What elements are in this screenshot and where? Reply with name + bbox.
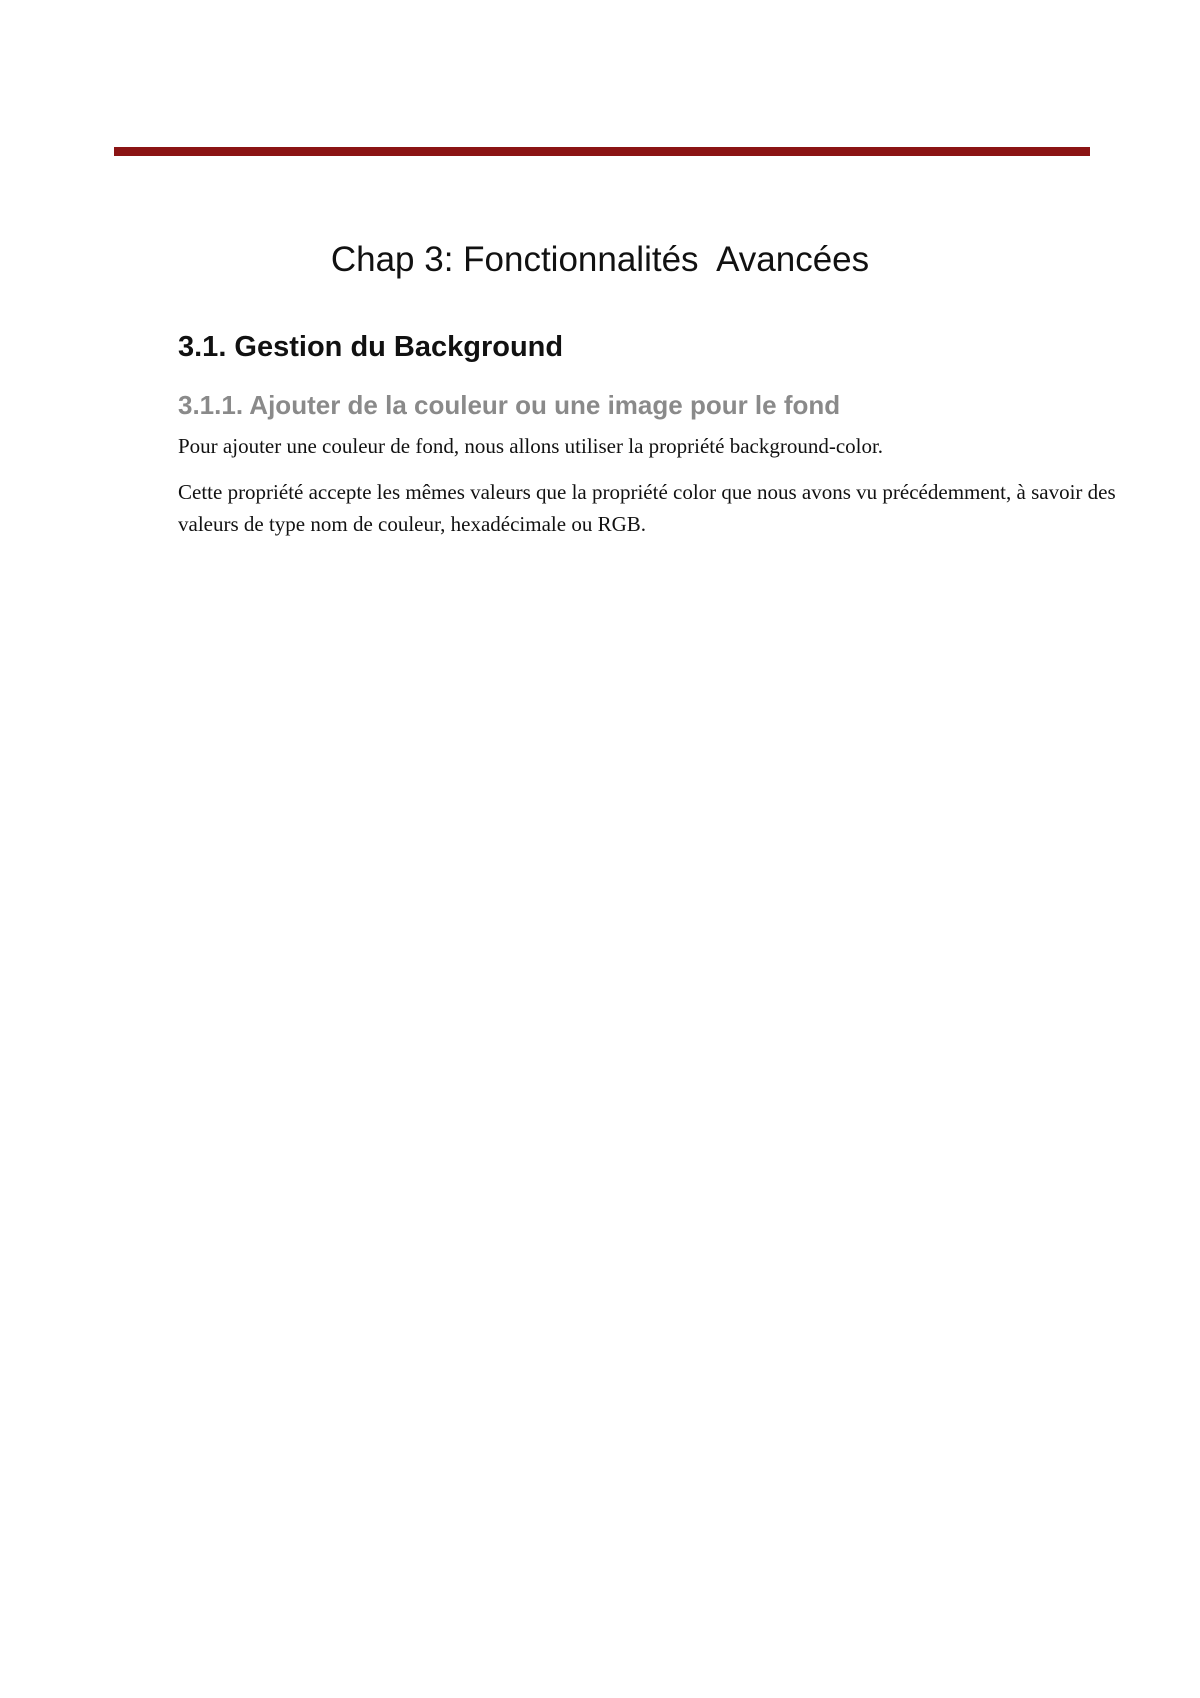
paragraph: Pour ajouter une couleur de fond, nous allons utiliser la propriété background-color. (178, 434, 884, 458)
header-rule (114, 147, 1090, 156)
paragraph: Cette propriété accepte les mêmes valeurs que la propriété color que nous avons vu précédemment, à savoir des valeurs de type nom de couleur, hexadécimale ou RGB. (178, 480, 1116, 536)
chapter-title: Chap 3: Fonctionnalités Avancées (330, 240, 870, 279)
section-heading: 3.1. Gestion du Background (178, 331, 564, 363)
page-content (178, 326, 1158, 554)
subsection-heading: 3.1.1. Ajouter de la couleur ou une image pour le fond (178, 390, 841, 420)
